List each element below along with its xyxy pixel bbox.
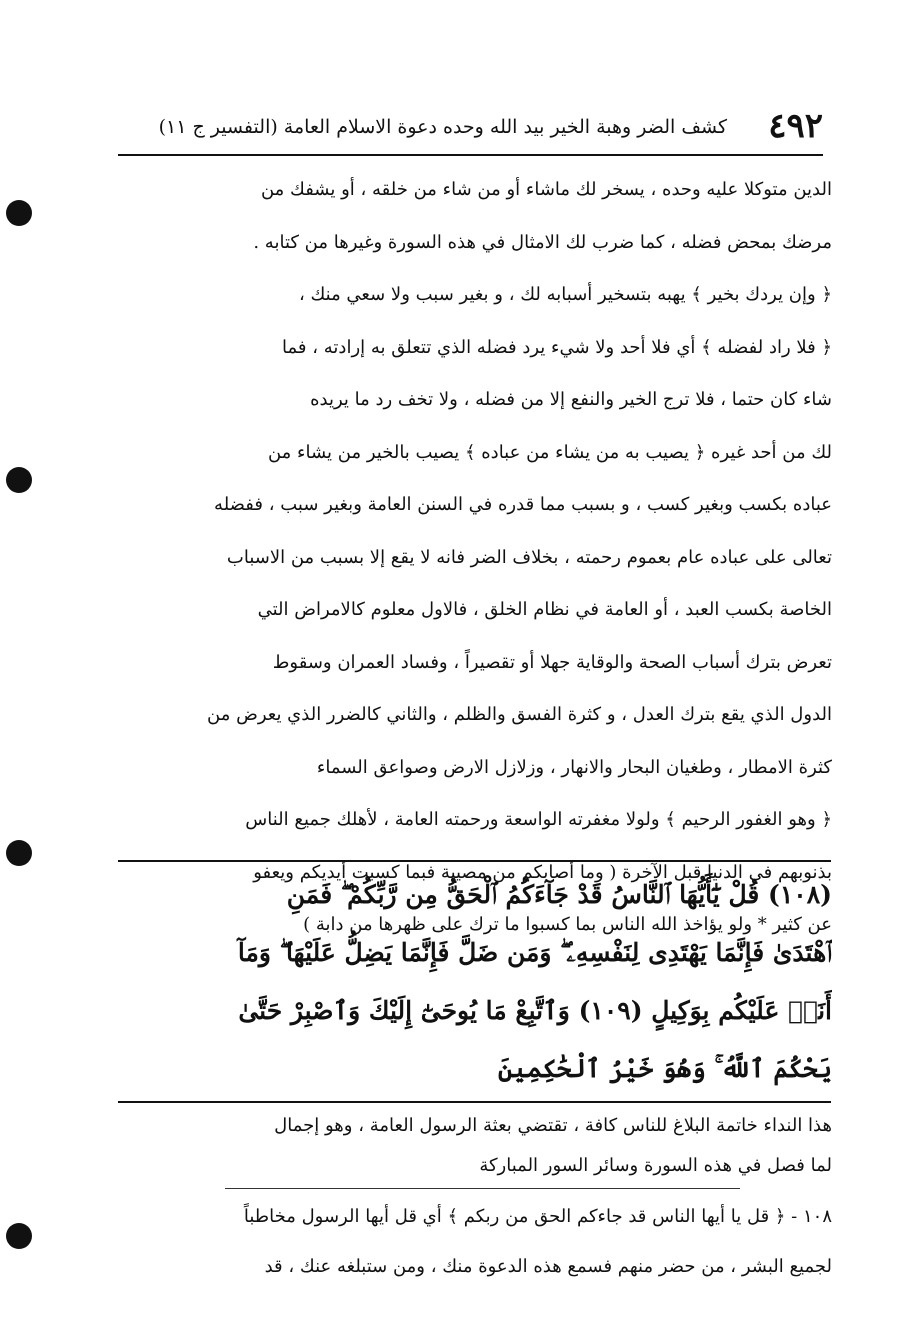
- binding-hole: [6, 1223, 32, 1249]
- tafsir-line: ١٠٨ - ﴿ قل يا أيها الناس قد جاءكم الحق من ربكم ﴾ أي قل أيها الرسول مخاطباً: [243, 1206, 832, 1227]
- commentary-line: الخاصة بكسب العبد ، أو العامة في نظام الخلق ، فالاول معلوم كالامراض التي: [257, 599, 832, 620]
- verse-line: (١٠٨) قُلْ يَٰٓأَيُّهَا ٱلنَّاسُ قَدْ جَآءَكُمُ ٱلْحَقُّ مِن رَّبِّكُمْ ۖ فَمَنِ: [286, 880, 832, 909]
- verse-line: أَنَا۠ عَلَيْكُم بِوَكِيلٍ (١٠٩) وَٱتَّبِعْ مَا يُوحَىٰٓ إِلَيْكَ وَٱصْبِرْ حَتَّىٰ: [238, 996, 832, 1025]
- commentary-line: عن كثير * ولو يؤاخذ الله الناس بما كسبوا ما ترك على ظهرها من دابة ): [303, 914, 832, 935]
- commentary-block: [122, 164, 832, 952]
- commentary-line: ﴿ وإن يردك بخير ﴾ يهبه بتسخير أسبابه لك ، و بغير سبب ولا سعي منك ،: [298, 284, 832, 305]
- section-rule: [225, 1188, 740, 1189]
- verse-top-rule: [118, 860, 831, 862]
- commentary-line: تعالى على عباده عام بعموم رحمته ، بخلاف الضر فانه لا يقع إلا بسبب من الاسباب: [226, 546, 832, 568]
- verse-bottom-rule: [118, 1101, 831, 1103]
- commentary-line: تعرض بترك أسباب الصحة والوقاية جهلا أو تقصيراً ، وفساد العمران وسقوط: [272, 651, 832, 673]
- commentary-line: الدين متوكلا عليه وحده ، يسخر لك ماشاء أو من شاء من خلقه ، أو يشفك من: [260, 179, 832, 200]
- commentary-line: الدول الذي يقع بترك العدل ، و كثرة الفسق والظلم ، والثاني كالضرر الذي يعرض من: [207, 704, 832, 725]
- commentary-line: عباده بكسب وبغير كسب ، و بسبب مما قدره في السنن العامة وبغير سبب ، ففضله: [214, 494, 832, 515]
- header-rule: [118, 154, 823, 156]
- page-number: ٤٩٢: [768, 106, 823, 146]
- tafsir-block: [122, 1192, 832, 1292]
- verse-line: ٱهْتَدَىٰ فَإِنَّمَا يَهْتَدِى لِنَفْسِهِۦ ۖ وَمَن ضَلَّ فَإِنَّمَا يَضِلُّ عَلَيْهَا ۖ وَمَآ: [237, 938, 832, 967]
- running-header: [118, 104, 823, 150]
- commentary-line: لك من أحد غيره ﴿ يصيب به من يشاء من عباده ﴾ يصيب بالخير من يشاء من: [267, 441, 832, 463]
- commentary-line: ﴿ وهو الغفور الرحيم ﴾ ولولا مغفرته الواسعة ورحمته العامة ، لأهلك جميع الناس: [245, 809, 832, 830]
- commentary-line: مرضك بمحض فضله ، كما ضرب لك الامثال في هذه السورة وغيرها من كتابه .: [253, 231, 832, 253]
- running-title: كشف الضر وهبة الخير بيد الله وحده دعوة الاسلام العامة (التفسير ج ١١): [158, 116, 727, 138]
- commentary-line: بذنوبهم في الدنيا قبل الآخرة ( وما أصابكم من مصيبة فبما كسبت أيديكم ويعفو: [253, 861, 832, 883]
- commentary-line: ﴿ فلا راد لفضله ﴾ أي فلا أحد ولا شيء يرد فضله الذي تتعلق به إرادته ، فما: [282, 336, 832, 358]
- tafsir-line: لجميع البشر ، من حضر منهم فسمع هذه الدعوة منك ، ومن ستبلغه عنك ، قد: [264, 1256, 832, 1277]
- quran-verses-block: [122, 866, 832, 1098]
- binding-hole: [6, 467, 32, 493]
- commentary-line: شاء كان حتما ، فلا ترج الخير والنفع إلا من فضله ، ولا تخف رد ما يريده: [310, 389, 832, 410]
- verse-line: يَحْكُمَ ٱللَّهُ ۚ وَهُوَ خَيْرُ ٱلْحَٰكِمِينَ: [497, 1054, 832, 1083]
- binding-hole: [6, 840, 32, 866]
- intro-line: هذا النداء خاتمة البلاغ للناس كافة ، تقتضي بعثة الرسول العامة ، وهو إجمال: [274, 1115, 832, 1136]
- binding-hole: [6, 200, 32, 226]
- intro-line: لما فصل في هذه السورة وسائر السور المباركة: [479, 1155, 832, 1176]
- commentary-line: كثرة الامطار ، وطغيان البحار والانهار ، وزلازل الارض وصواعق السماء: [316, 756, 832, 778]
- intro-block: [122, 1106, 832, 1186]
